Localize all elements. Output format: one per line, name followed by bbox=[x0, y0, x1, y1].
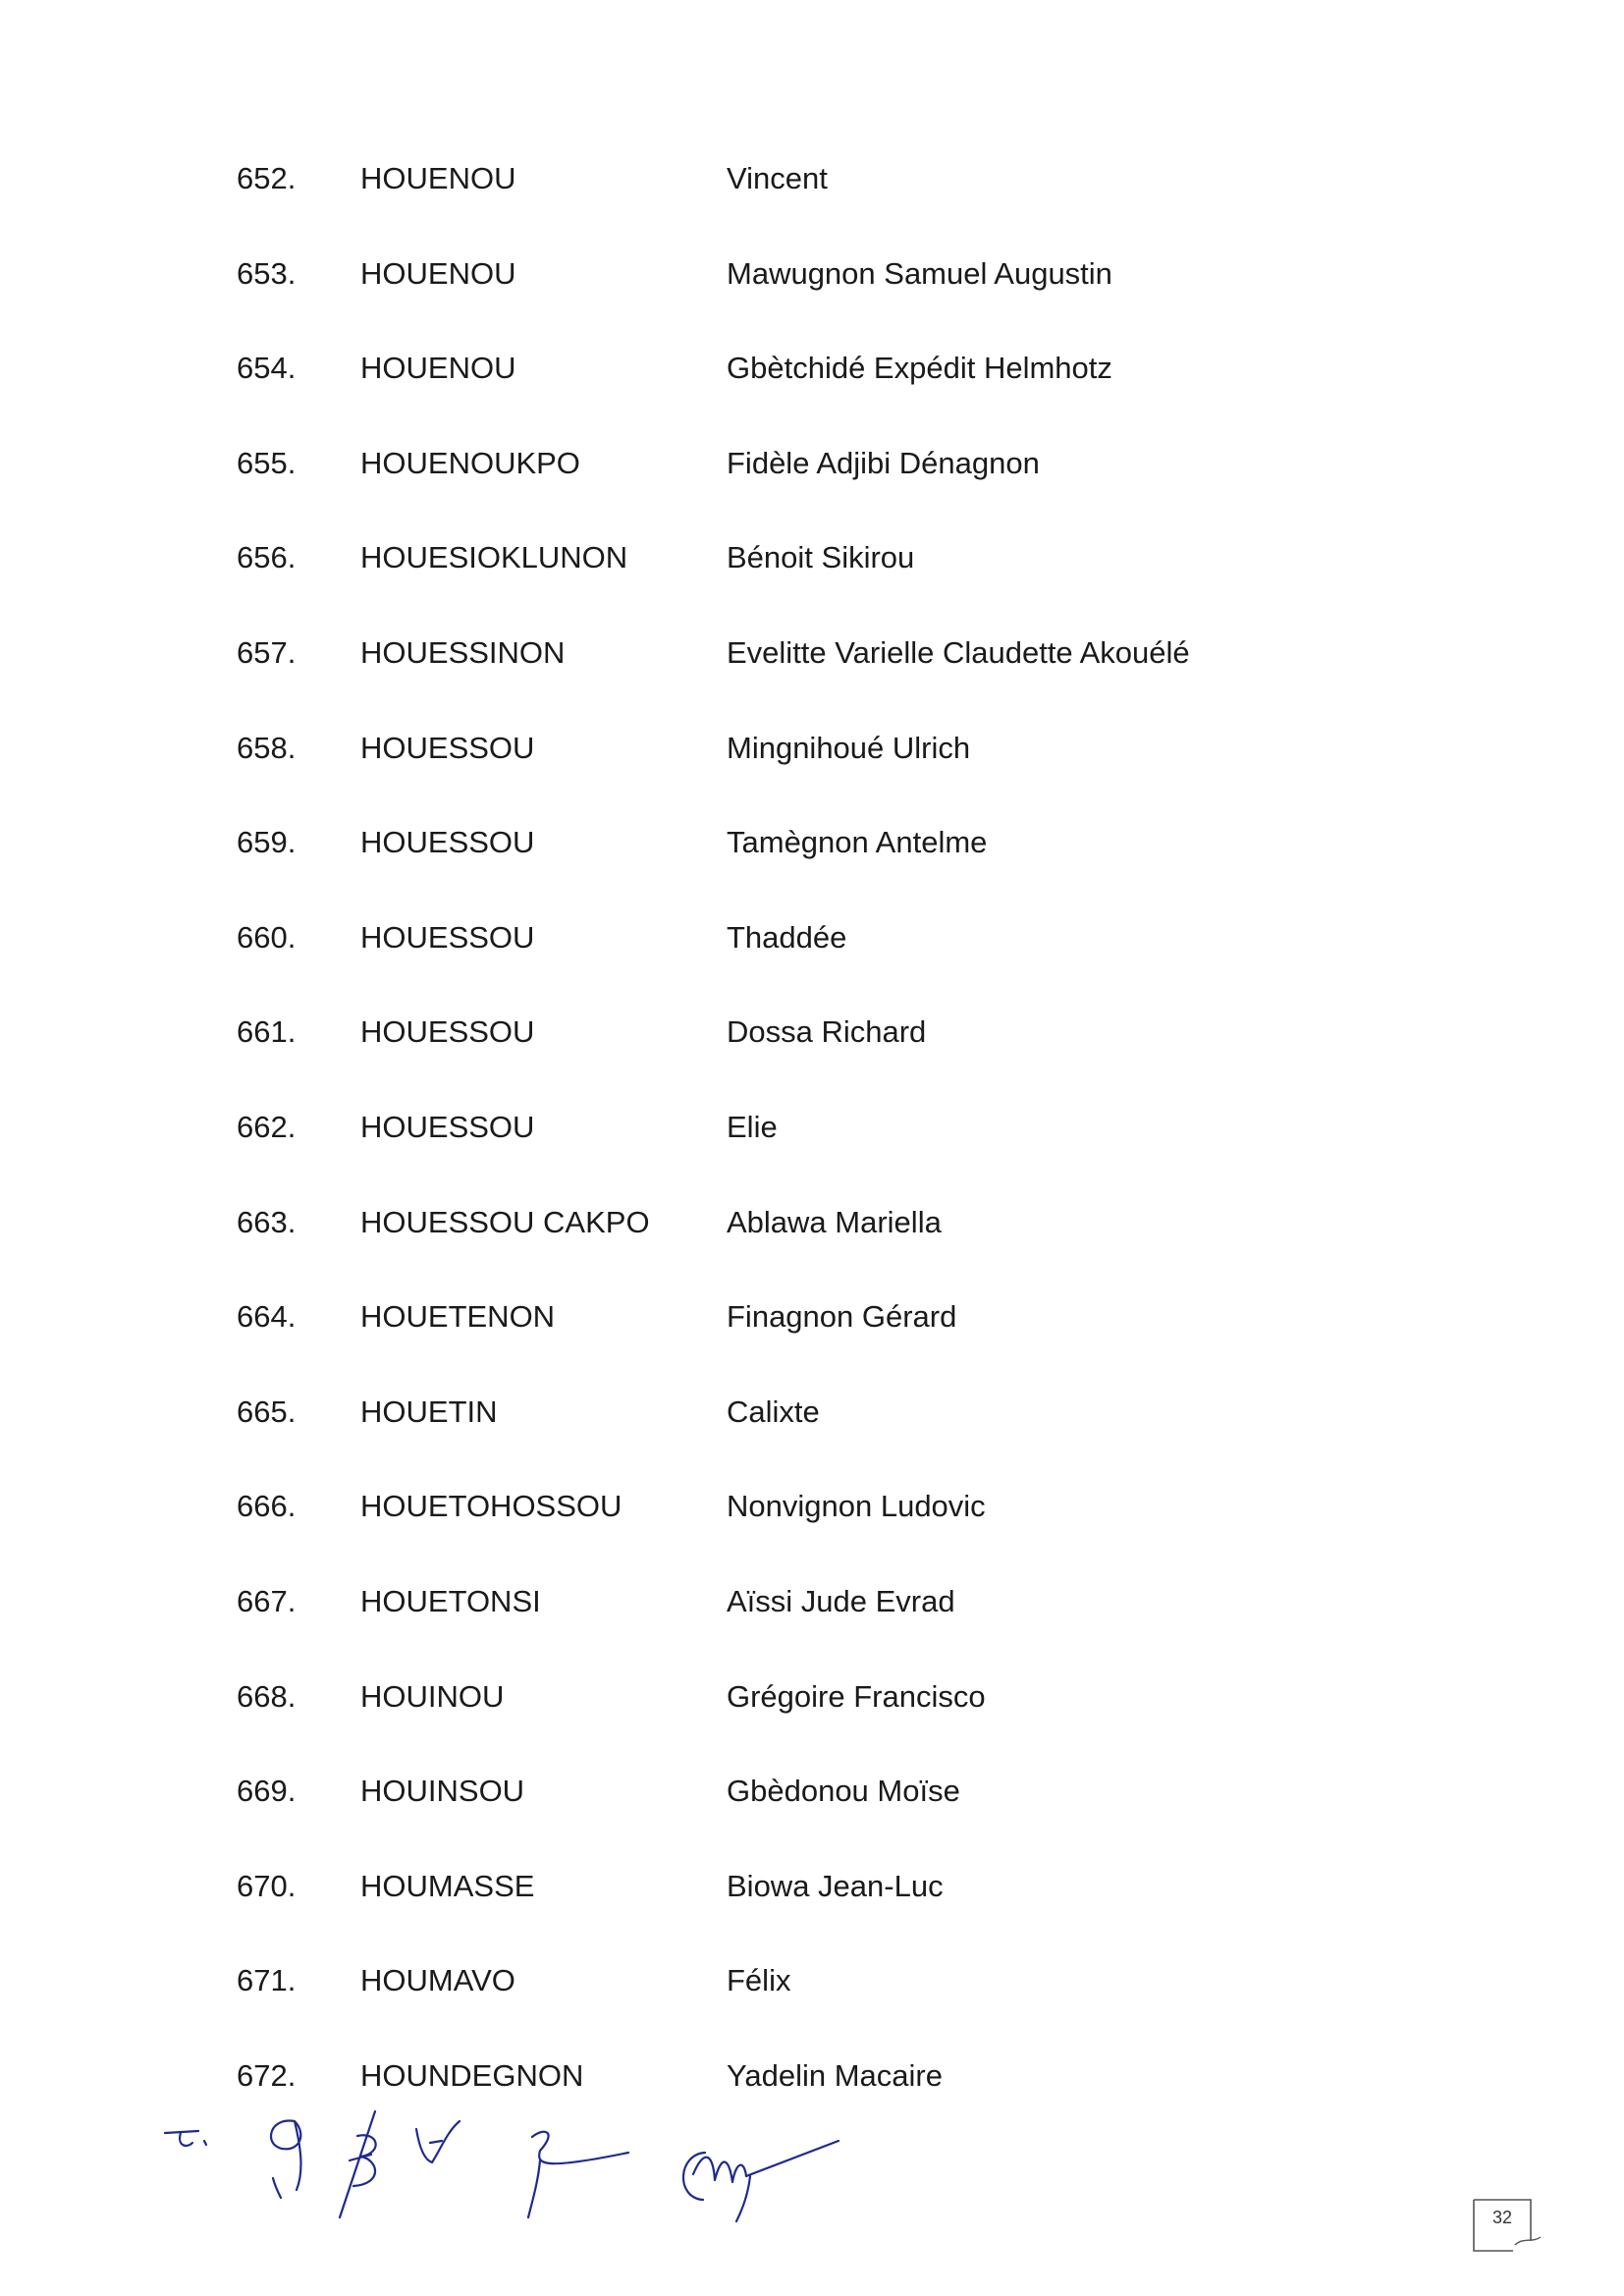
entry-first-names: Yadelin Macaire bbox=[727, 2058, 943, 2093]
entry-number: 655. bbox=[237, 446, 297, 480]
list-item bbox=[0, 339, 1624, 398]
entry-last-name: HOUESSINON bbox=[360, 635, 566, 670]
entry-last-name: HOUNDEGNON bbox=[360, 2058, 584, 2093]
entry-number: 664. bbox=[237, 1299, 297, 1334]
entry-last-name: HOUESSOU bbox=[360, 731, 535, 765]
entry-last-name: HOUETENON bbox=[360, 1299, 556, 1334]
entry-last-name: HOUMAVO bbox=[360, 1963, 515, 1997]
list-item bbox=[0, 1667, 1624, 1726]
list-item bbox=[0, 1857, 1624, 1916]
entry-first-names: Finagnon Gérard bbox=[727, 1299, 957, 1334]
list-item bbox=[0, 1098, 1624, 1157]
list-item bbox=[0, 1003, 1624, 1062]
entry-last-name: HOUINSOU bbox=[360, 1774, 525, 1808]
entry-number: 660. bbox=[237, 920, 297, 955]
entry-first-names: Grégoire Francisco bbox=[727, 1679, 986, 1714]
entry-number: 666. bbox=[237, 1489, 297, 1523]
entry-number: 653. bbox=[237, 256, 297, 291]
entry-number: 657. bbox=[237, 635, 297, 670]
list-item bbox=[0, 434, 1624, 493]
entry-number: 668. bbox=[237, 1679, 297, 1714]
entry-last-name: HOUETOHOSSOU bbox=[360, 1489, 623, 1523]
list-item bbox=[0, 813, 1624, 872]
entry-number: 662. bbox=[237, 1110, 297, 1144]
entry-last-name: HOUENOU bbox=[360, 351, 516, 385]
entry-last-name: HOUESSOU bbox=[360, 1110, 535, 1144]
list-item bbox=[0, 719, 1624, 778]
handwritten-signatures bbox=[147, 2092, 874, 2229]
entry-number: 671. bbox=[237, 1963, 297, 1997]
entry-first-names: Vincent bbox=[727, 161, 828, 195]
entry-first-names: Bénoit Sikirou bbox=[727, 540, 915, 574]
list-item bbox=[0, 624, 1624, 683]
entry-last-name: HOUETONSI bbox=[360, 1584, 541, 1618]
entry-number: 667. bbox=[237, 1584, 297, 1618]
entry-last-name: HOUESIOKLUNON bbox=[360, 540, 628, 574]
entry-first-names: Evelitte Varielle Claudette Akouélé bbox=[727, 635, 1190, 670]
entry-last-name: HOUENOUKPO bbox=[360, 446, 580, 480]
entry-number: 665. bbox=[237, 1394, 297, 1429]
entry-first-names: Ablawa Mariella bbox=[727, 1205, 942, 1239]
entry-first-names: Félix bbox=[727, 1963, 791, 1997]
list-item bbox=[0, 245, 1624, 303]
entry-first-names: Mingnihoué Ulrich bbox=[727, 731, 971, 765]
entry-first-names: Calixte bbox=[727, 1394, 820, 1429]
entry-first-names: Nonvignon Ludovic bbox=[727, 1489, 986, 1523]
entry-last-name: HOUMASSE bbox=[360, 1869, 535, 1903]
list-item bbox=[0, 528, 1624, 587]
entry-last-name: HOUENOU bbox=[360, 256, 516, 291]
entry-last-name: HOUESSOU bbox=[360, 920, 535, 955]
list-item bbox=[0, 1477, 1624, 1536]
entry-last-name: HOUESSOU CAKPO bbox=[360, 1205, 650, 1239]
entry-number: 663. bbox=[237, 1205, 297, 1239]
entry-number: 670. bbox=[237, 1869, 297, 1903]
entry-first-names: Biowa Jean-Luc bbox=[727, 1869, 944, 1903]
entry-last-name: HOUENOU bbox=[360, 161, 516, 195]
entry-first-names: Elie bbox=[727, 1110, 778, 1144]
entry-number: 656. bbox=[237, 540, 297, 574]
entry-last-name: HOUETIN bbox=[360, 1394, 498, 1429]
entry-first-names: Gbèdonou Moïse bbox=[727, 1774, 960, 1808]
entry-first-names: Fidèle Adjibi Dénagnon bbox=[727, 446, 1040, 480]
page-number-box bbox=[1472, 2198, 1548, 2253]
entry-number: 669. bbox=[237, 1774, 297, 1808]
page-number: 32 bbox=[1491, 2208, 1513, 2227]
entry-number: 672. bbox=[237, 2058, 297, 2093]
list-item bbox=[0, 908, 1624, 967]
entry-first-names: Dossa Richard bbox=[727, 1014, 927, 1049]
entry-number: 654. bbox=[237, 351, 297, 385]
list-item bbox=[0, 1762, 1624, 1821]
list-item bbox=[0, 1951, 1624, 2010]
entry-number: 652. bbox=[237, 161, 297, 195]
entry-number: 659. bbox=[237, 825, 297, 859]
entry-first-names: Gbètchidé Expédit Helmhotz bbox=[727, 351, 1112, 385]
entry-first-names: Thaddée bbox=[727, 920, 847, 955]
entry-first-names: Mawugnon Samuel Augustin bbox=[727, 256, 1112, 291]
entry-number: 658. bbox=[237, 731, 297, 765]
entry-first-names: Aïssi Jude Evrad bbox=[727, 1584, 955, 1618]
list-item bbox=[0, 1193, 1624, 1252]
list-item bbox=[0, 1287, 1624, 1346]
entry-last-name: HOUESSOU bbox=[360, 825, 535, 859]
list-item bbox=[0, 149, 1624, 208]
list-item bbox=[0, 1572, 1624, 1631]
entry-first-names: Tamègnon Antelme bbox=[727, 825, 988, 859]
entry-last-name: HOUINOU bbox=[360, 1679, 505, 1714]
entry-number: 661. bbox=[237, 1014, 297, 1049]
list-item bbox=[0, 1383, 1624, 1442]
entry-last-name: HOUESSOU bbox=[360, 1014, 535, 1049]
